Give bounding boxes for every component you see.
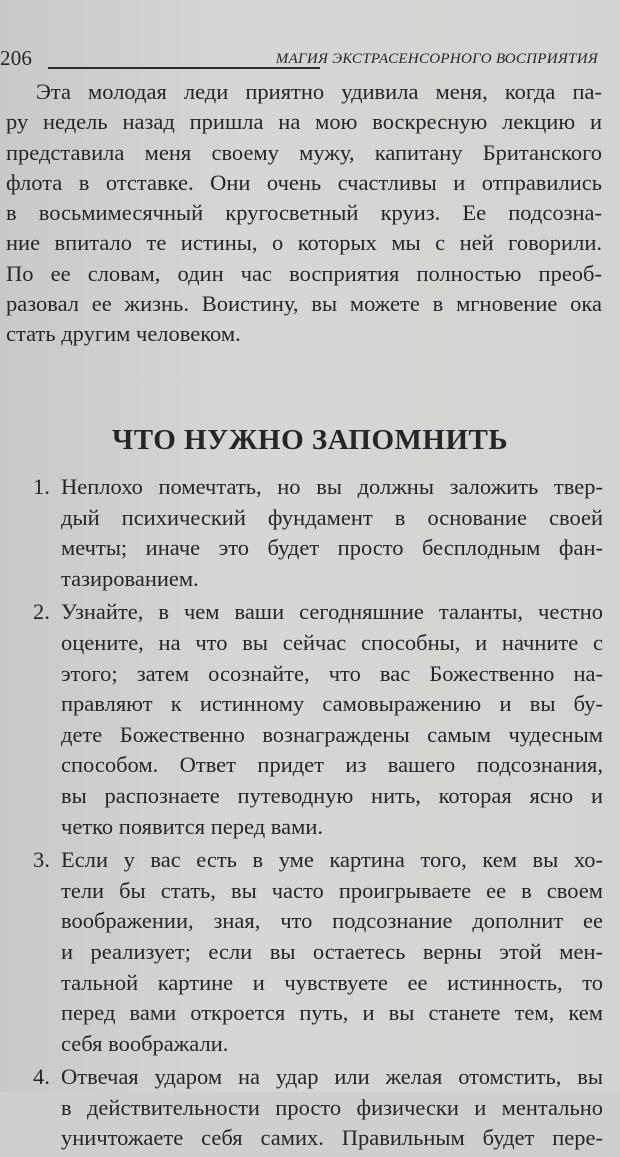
paragraph-line: флота в отставке. Они очень счастливы и отправились	[6, 169, 602, 195]
list-item-line: в действительности просто физически и ментально	[61, 1094, 603, 1120]
list-item	[33, 845, 603, 1059]
list-item-number: 2.	[33, 599, 50, 625]
page-number: 206	[0, 46, 33, 70]
list-item	[33, 597, 603, 842]
list-item-number: 3.	[33, 847, 50, 873]
list-item-line: четко появится перед вами.	[61, 813, 324, 839]
paragraph-line: разовал ее жизнь. Воистину, вы можете в мгновение ока	[6, 291, 602, 317]
list-item-number: 4.	[33, 1064, 50, 1090]
paragraph	[6, 77, 602, 350]
list-item-line: этого; затем осознайте, что вас Божественно на-	[61, 660, 603, 686]
running-title: МАГИЯ ЭКСТРАСЕНСОРНОГО ВОСПРИЯТИЯ	[275, 51, 598, 67]
list-item-line: уничтожаете себя самих. Правильным будет пере-	[61, 1125, 603, 1151]
paragraph-line: Эта молодая леди приятно удивила меня, когда па-	[36, 79, 602, 104]
list-item-number: 1.	[33, 474, 50, 499]
list-item-line: Если у вас есть в уме картина того, кем вы хо-	[61, 847, 603, 873]
list-item-line: перед вами откроется путь, и вы станете тем, кем	[61, 1000, 603, 1026]
paragraph-line: По ее словам, один час восприятия полностью преоб-	[6, 260, 602, 286]
paragraph-line: ние впитало те истины, о которых мы с ней говорили.	[6, 230, 602, 256]
paragraph-line: стать другим человеком.	[6, 321, 241, 347]
page-header	[0, 44, 606, 74]
paragraph-line: ру недель назад пришла на мою воскресную лекцию и	[6, 109, 602, 135]
list-item-line: тальной картине и чувствуете ее истинность, то	[61, 969, 603, 995]
list-item-line: Отвечая ударом на удар или желая отомстить, вы	[61, 1064, 603, 1090]
list-item-line: вы распознаете путеводную нить, которая ясно и	[61, 782, 603, 808]
section-title: ЧТО НУЖНО ЗАПОМНИТЬ	[111, 424, 509, 456]
paragraph-line: представила меня своему мужу, капитану Британского	[6, 139, 602, 165]
list-item	[33, 1062, 603, 1154]
list-item-line: Неплохо помечтать, но вы должны заложить твер-	[61, 474, 603, 499]
list-item-line: дый психический фундамент в основание своей	[61, 504, 603, 530]
list-item-line: способом. Ответ придет из вашего подсознания,	[61, 752, 603, 778]
paragraph-line: в восьмимесячный кругосветный круиз. Ее подсозна-	[6, 200, 602, 226]
list-item-line: дете Божественно вознаграждены самым чудесным	[61, 721, 603, 747]
list-item-line: тазированием.	[61, 565, 199, 591]
list-item-line: тели бы стать, вы часто проигрываете ее в своем	[61, 877, 603, 903]
list-item-line: Узнайте, в чем ваши сегодняшние таланты, честно	[61, 599, 603, 625]
list-item-line: правляют к истинному самовыражению и вы бу-	[61, 691, 603, 717]
list-item-line: себя воображали.	[61, 1030, 229, 1056]
list-item-line: мечты; иначе это будет просто бесплодным фан-	[61, 535, 603, 561]
list-item	[33, 472, 603, 594]
remember-list	[33, 472, 603, 1157]
list-item-line: воображении, зная, что подсознание дополнит ее	[61, 908, 603, 934]
list-item-line: и реализует; если вы остаетесь верны этой мен-	[61, 938, 603, 964]
list-item-line: оцените, на что вы сейчас способны, и начните с	[61, 629, 603, 655]
